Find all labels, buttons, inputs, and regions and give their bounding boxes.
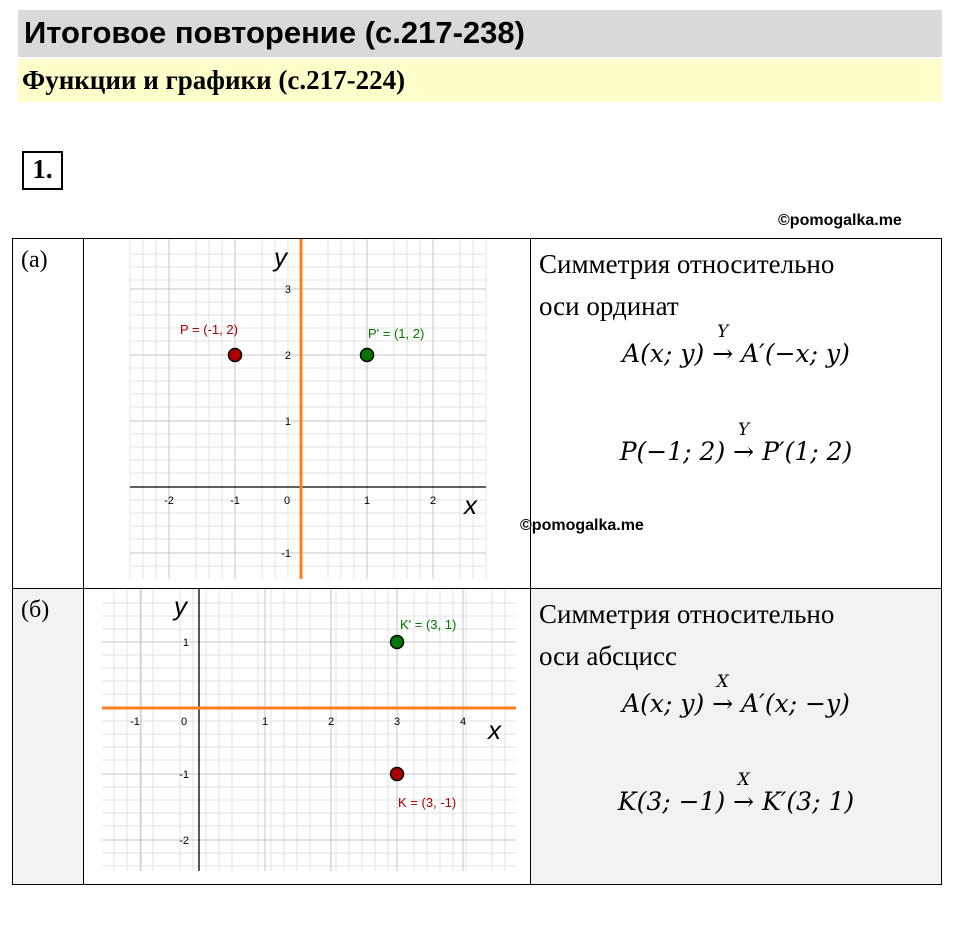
point-p-prime-label: P' = (1, 2): [368, 326, 425, 341]
point-k-prime: [391, 636, 404, 649]
graph-cell: [84, 239, 531, 589]
rule-formula: [531, 322, 941, 375]
rule-right: A′(−x; y): [741, 339, 850, 368]
y-tick-label: -1: [281, 548, 291, 560]
example-over: Y: [738, 420, 750, 440]
title-bar: [18, 10, 942, 57]
explanation-cell: [531, 589, 942, 885]
x-tick-label: -1: [230, 495, 240, 507]
x-tick-label: 4: [459, 716, 467, 728]
example-formula: [531, 770, 941, 823]
desc-line: Симметрия относительно: [539, 249, 835, 279]
example-arrow: →: [733, 787, 755, 816]
table-row: [13, 239, 942, 589]
tasks-table: [12, 238, 942, 885]
watermark-middle: ©pomogalka.me: [520, 517, 644, 534]
x-tick-label: 2: [429, 495, 437, 507]
grid: [130, 239, 486, 579]
x-tick-label: -2: [164, 495, 174, 507]
row-label: (б): [21, 597, 50, 623]
y-tick-label: -1: [179, 769, 189, 781]
explanation-cell: [531, 239, 942, 589]
rule-over: X: [716, 672, 729, 692]
example-left: P(−1; 2): [619, 437, 726, 466]
x-tick-label: 0: [283, 495, 291, 507]
desc-line: оси абсцисс: [539, 641, 677, 671]
y-tick-label: 2: [284, 350, 291, 362]
desc-line: оси ординат: [539, 291, 679, 321]
y-tick-label: 1: [182, 637, 189, 649]
x-tick-label: -1: [130, 716, 140, 728]
rule-arrow: →: [712, 689, 734, 718]
y-tick-label: -2: [179, 835, 189, 847]
graph-x-symmetry: [84, 589, 530, 879]
example-arrow: →: [733, 437, 755, 466]
point-k: [391, 768, 404, 781]
x-tick-label: 2: [327, 716, 335, 728]
row-label-cell: [13, 239, 84, 589]
example-right: K′(3; 1): [762, 787, 855, 816]
desc-line: Симметрия относительно: [539, 599, 835, 629]
graph-y-symmetry: [84, 239, 530, 583]
rule-over: Y: [717, 322, 729, 342]
row-label-cell: [13, 589, 84, 885]
example-over: X: [737, 770, 750, 790]
example-left: K(3; −1): [617, 787, 726, 816]
point-k-label: K = (3, -1): [398, 795, 457, 810]
x-tick-label: 0: [180, 716, 188, 728]
point-p-prime: [361, 349, 374, 362]
point-k-prime-label: K' = (3, 1): [400, 617, 457, 632]
rule-formula: [531, 672, 941, 725]
section-subtitle: Функции и графики (с.217-224): [22, 65, 406, 95]
x-axis-label: x: [488, 715, 501, 745]
rule-left: A(x; y): [622, 689, 705, 718]
x-tick-label: 3: [393, 716, 401, 728]
y-axis-label: y: [174, 591, 187, 621]
table-row: [13, 589, 942, 885]
rule-arrow: →: [712, 339, 734, 368]
page-title: Итоговое повторение (с.217-238): [24, 15, 525, 50]
graph-cell: [84, 589, 531, 885]
watermark-top: ©pomogalka.me: [778, 212, 902, 229]
x-axis-label: x: [464, 490, 477, 520]
subtitle-bar: [18, 59, 942, 102]
rule-left: A(x; y): [622, 339, 705, 368]
rule-right: A′(x; −y): [741, 689, 850, 718]
x-tick-label: 1: [261, 716, 269, 728]
y-tick-label: 3: [284, 284, 291, 296]
y-tick-label: 1: [284, 416, 291, 428]
x-tick-label: 1: [363, 495, 371, 507]
example-right: P′(1; 2): [762, 437, 853, 466]
point-p: [229, 349, 242, 362]
task-number: 1.: [22, 151, 63, 190]
row-label: (а): [21, 247, 48, 273]
example-formula: [531, 420, 941, 473]
y-axis-label: y: [274, 242, 287, 272]
point-p-label: P = (-1, 2): [180, 322, 238, 337]
